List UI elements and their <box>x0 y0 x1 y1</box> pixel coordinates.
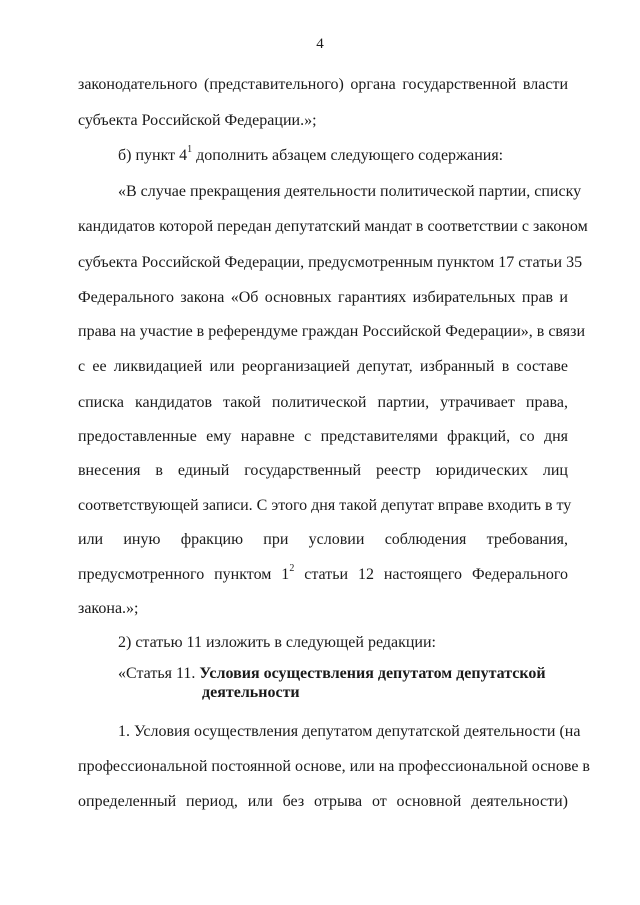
text-line: определенный период, или без отрыва от основной деятельности) <box>78 793 568 810</box>
text-segment: дополнить абзацем следующего содержания: <box>192 147 504 164</box>
text-line: предоставленные ему наравне с представителями фракций, со дня <box>78 428 568 445</box>
text-line <box>118 143 568 166</box>
superscript: 2 <box>289 562 295 574</box>
article-label: «Статья 11. <box>118 665 196 682</box>
article-title-cont: деятельности <box>202 684 300 701</box>
text-line: Федерального закона «Об основных гарантиях избирательных прав и <box>78 289 568 306</box>
text-segment: статьи 12 настоящего Федерального <box>294 566 568 583</box>
article-title: Условия осуществления депутатом депутатской <box>199 665 546 682</box>
text-line: соответствующей записи. С этого дня такой депутат вправе входить в ту <box>78 497 572 514</box>
text-line: закона.»; <box>78 600 139 617</box>
superscript: 1 <box>187 143 193 155</box>
text-line: списка кандидатов такой политической партии, утрачивает права, <box>78 394 568 411</box>
text-line: с ее ликвидацией или реорганизацией депутат, избранный в составе <box>78 358 568 375</box>
text-line: права на участие в референдуме граждан Российской Федерации», в связи <box>78 323 585 340</box>
text-line: 2) статью 11 изложить в следующей редакции: <box>118 634 436 651</box>
text-line: 1. Условия осуществления депутатом депутатской деятельности (на <box>118 723 581 740</box>
text-line: внесения в единый государственный реестр юридических лиц <box>78 462 568 479</box>
text-line: «В случае прекращения деятельности политической партии, списку <box>118 183 582 200</box>
text-line: кандидатов которой передан депутатский мандат в соответствии с законом <box>78 218 588 235</box>
article-heading <box>118 664 546 701</box>
text-line: субъекта Российской Федерации.»; <box>78 112 317 129</box>
text-segment: предусмотренного пунктом 1 <box>78 566 290 583</box>
text-line: субъекта Российской Федерации, предусмотренным пунктом 17 статьи 35 <box>78 254 583 271</box>
text-line: законодательного (представительного) органа государственной власти <box>78 76 568 93</box>
page-number: 4 <box>316 36 324 52</box>
text-segment: б) пункт 4 <box>118 147 188 164</box>
text-line <box>78 562 568 585</box>
text-line: или иную фракцию при условии соблюдения требования, <box>78 531 568 548</box>
text-line: профессиональной постоянной основе, или на профессиональной основе в <box>78 758 590 775</box>
